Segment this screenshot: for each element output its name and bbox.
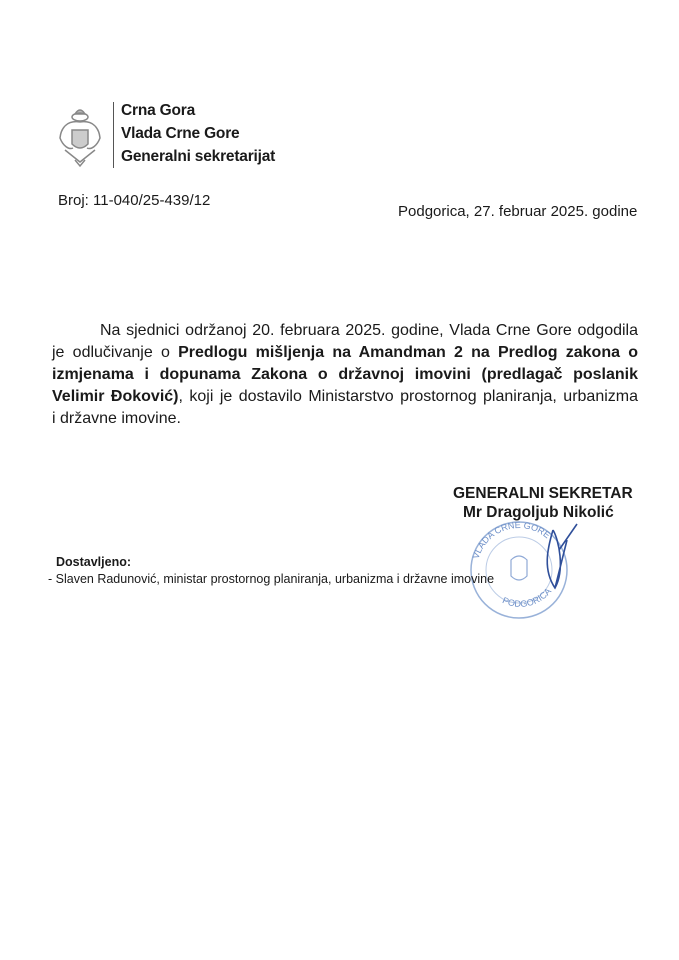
body-text: je odlučivanje o (52, 344, 179, 361)
svg-text:VLADA CRNE GORE: VLADA CRNE GORE (470, 519, 553, 561)
coat-of-arms-logo (55, 104, 105, 168)
document-date: Podgorica, 27. februar 2025. godine (398, 203, 638, 220)
body-text: , koji je dostavilo Ministarstvo prostornog planiranja, urbanizma (178, 388, 639, 405)
delivered-recipient: - Slaven Radunović, ministar prostornog planiranja, urbanizma i državne imovine (48, 572, 495, 586)
body-bold-text: izmjenama i dopunama Zakona o državnoj imovini (predlagač poslanik (52, 366, 638, 383)
body-line: i državne imovine. (52, 410, 181, 427)
header-government: Vlada Crne Gore (121, 125, 240, 142)
body-line: Na sjednici održanoj 20. februara 2025. godine, Vlada Crne Gore odgodila (100, 322, 638, 339)
body-paragraph (52, 320, 638, 430)
signatory-title: GENERALNI SEKRETAR (453, 485, 633, 502)
header-country: Crna Gora (121, 102, 195, 119)
signatory-name: Mr Dragoljub Nikolić (463, 504, 614, 521)
header-department: Generalni sekretarijat (121, 148, 276, 165)
official-stamp (455, 510, 585, 620)
reference-number: Broj: 11-040/25-439/12 (58, 192, 211, 209)
body-bold-text: Velimir Đoković) (52, 388, 179, 405)
body-bold-text: Predlogu mišljenja na Amandman 2 na Predlog zakona o (178, 344, 638, 361)
svg-text:PODGORICA: PODGORICA (501, 586, 554, 609)
delivered-label: Dostavljeno: (56, 555, 132, 569)
body-line (52, 386, 638, 408)
header-divider (113, 102, 114, 168)
body-line (52, 364, 638, 386)
body-line (52, 342, 638, 364)
